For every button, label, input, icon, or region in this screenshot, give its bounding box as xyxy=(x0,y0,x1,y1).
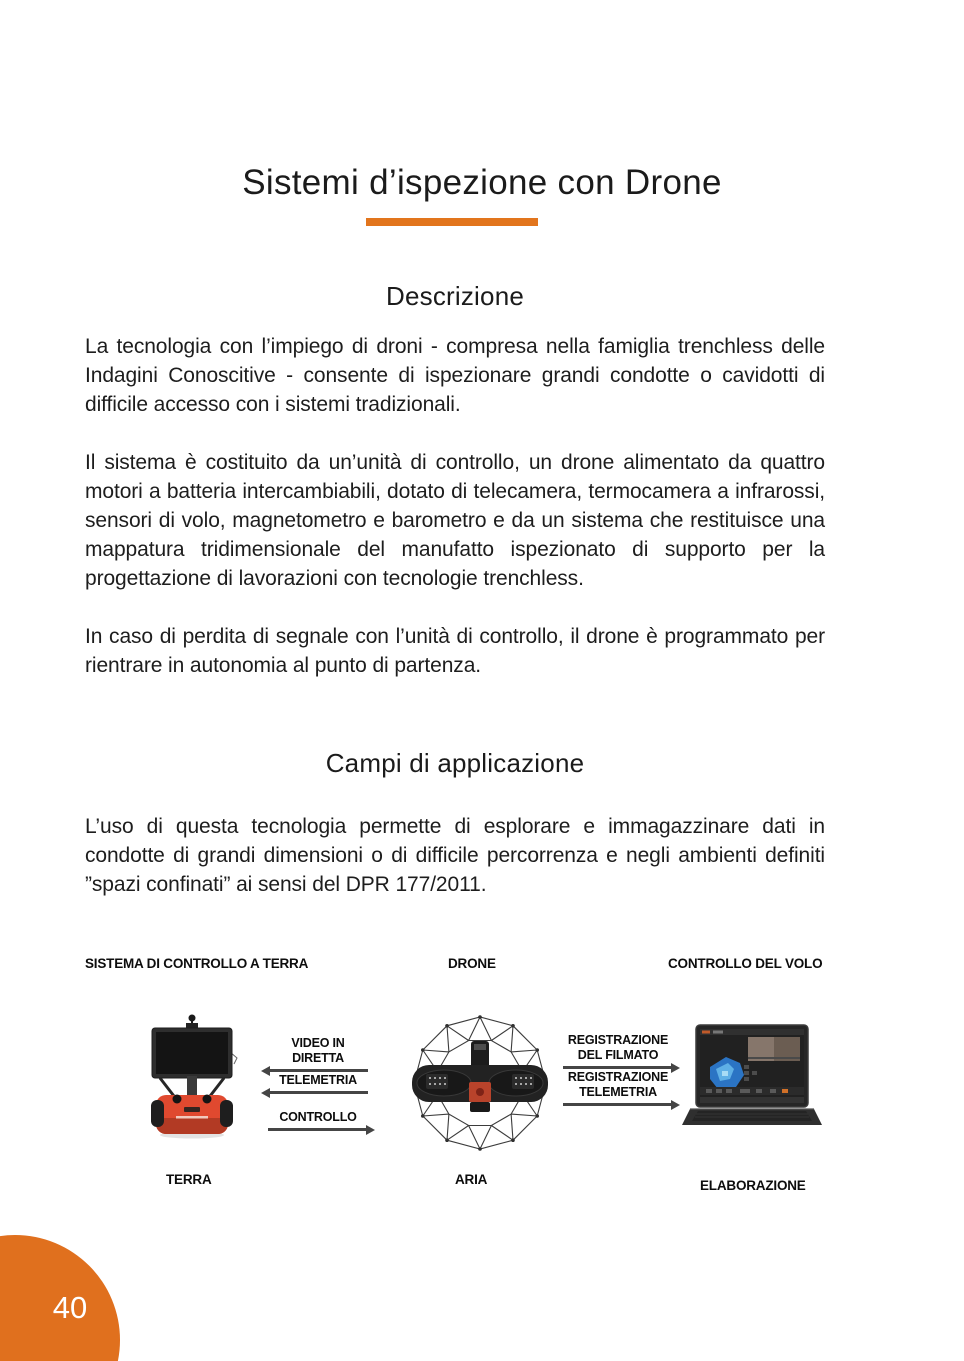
paragraph: Il sistema è costituito da un’unità di controllo, un drone alimentato da quattro motori a batteria intercambiabili, dotato di telecamera, termocamera a infrarossi, sensori di volo, magnetometro e barometro e da un sistema che restituisce una mappatura tridimensionale del manufatto ispezionato di supporto per la progettazione di lavorazioni con tecnologie trenchless. xyxy=(85,451,825,590)
diagram-bottom-label-elaborazione: ELABORAZIONE xyxy=(700,1178,806,1193)
keyboard xyxy=(692,1111,812,1121)
diagram-bottom-label-aria: ARIA xyxy=(455,1172,488,1187)
section-heading-descrizione: Descrizione xyxy=(385,281,525,311)
caged-drone-image xyxy=(396,1012,564,1154)
paragraph: La tecnologia con l’impiego di droni - compresa nella famiglia trenchless delle Indagini Conoscitive - consente di ispezionare grandi condotte o cavidotti di difficile accesso con i sistemi tradizionali. xyxy=(85,335,825,416)
grip xyxy=(220,1100,233,1127)
link-video-in-diretta xyxy=(268,1036,368,1072)
link-registrazione-filmato xyxy=(563,1033,673,1069)
link-controllo xyxy=(268,1110,368,1131)
arrow-label: TELEMETRIA xyxy=(279,1073,357,1087)
page-number-badge xyxy=(0,1235,120,1361)
link-registrazione-telemetria xyxy=(563,1070,673,1106)
paragraph: In caso di perdita di segnale con l’unità di controllo, il drone è programmato per rientrare in autonomia al punto di partenza. xyxy=(85,625,825,677)
arrow-label: REGISTRAZIONE DEL FILMATO xyxy=(567,1033,669,1062)
page-number: 40 xyxy=(52,1290,88,1325)
title-underline-accent xyxy=(366,218,538,226)
led-panel xyxy=(426,1074,448,1089)
arrow-label: VIDEO IN DIRETTA xyxy=(291,1036,345,1065)
diagram-column-label-flight-control: CONTROLLO DEL VOLO xyxy=(668,956,823,971)
joystick xyxy=(173,1095,182,1104)
timeline-strip xyxy=(700,1097,804,1103)
section-heading-campi-di-applicazione: Campi di applicazione xyxy=(325,748,585,778)
laptop-image xyxy=(682,1023,822,1133)
ground-control-station-image xyxy=(146,1008,238,1140)
led-panel xyxy=(512,1074,534,1089)
diagram-column-label-drone: DRONE xyxy=(448,956,496,971)
diagram-column-label-ground: SISTEMA DI CONTROLLO A TERRA xyxy=(85,956,309,971)
diagram-bottom-label-terra: TERRA xyxy=(166,1172,212,1187)
arrow-left-icon xyxy=(268,1091,368,1094)
camera-lens xyxy=(474,1044,486,1050)
arrow-label: CONTROLLO xyxy=(279,1110,357,1124)
arrow-right-icon xyxy=(563,1066,673,1069)
arrow-label: REGISTRAZIONE TELEMETRIA xyxy=(567,1070,669,1099)
link-telemetria xyxy=(268,1073,368,1094)
arrow-right-icon xyxy=(268,1128,368,1131)
page-title: Sistemi d’ispezione con Drone xyxy=(242,163,722,202)
toolbar xyxy=(700,1087,804,1095)
arrow-right-icon xyxy=(563,1103,673,1106)
joystick xyxy=(203,1095,212,1104)
arrow-left-icon xyxy=(268,1069,368,1072)
grip xyxy=(151,1100,164,1127)
paragraph: L’uso di questa tecnologia permette di esplorare e immagazzinare dati in condotte di grandi dimensioni o di difficile percorrenza e negli ambienti definiti ”spazi confinati” ai sensi del DPR 177/2011. xyxy=(85,815,825,896)
